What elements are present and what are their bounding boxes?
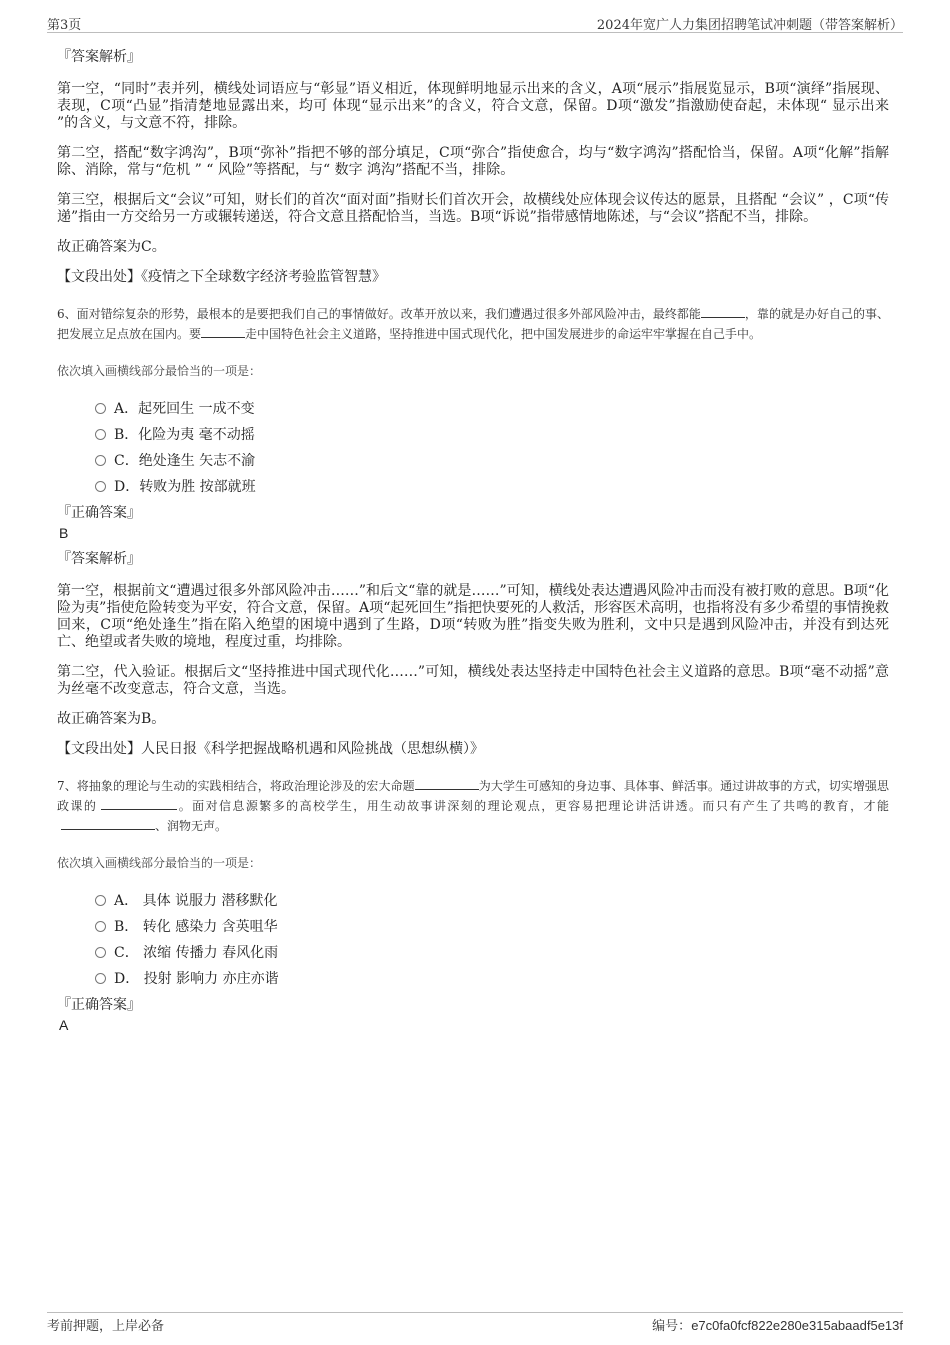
stem-text: 走中国特色社会主义道路，坚持推进中国式现代化，把中国发展进步的命运牢牢掌握在自己手中。 — [245, 327, 762, 341]
question-7 — [57, 776, 889, 1034]
document-code — [652, 1315, 903, 1334]
analysis-paragraph: 第一空，根据前文“遭遇过很多外部风险冲击……”和后文“靠的就是……”可知，横线处表达遭遇风险冲击而没有被打败的意思。B项“化险为夷”指使危险转变为平安，符合文意，保留。A项“起死回生”指把快要死的人救活，形容医术高明，也指将没有多少希望的事情挽救回来，C项“绝处逢生”指在陷入绝望的困境中遇到了生路，D项“转败为胜”指变失败为胜利，文中只是遇到风险冲击，并没有到达死亡、绝望或者失败的境地，程度过重，均排除。 — [57, 583, 889, 650]
q5-analysis — [57, 46, 889, 286]
option-letter: C． — [114, 453, 139, 469]
analysis-paragraph: 第三空，根据后文“会议”可知，财长们的首次“面对面”指财长们首次开会，故横线处应体现会议传达的愿景，且搭配 “会议” ，C项“传递”指由一方交给另一方或辗转递送，符合文意且搭配恰当，当选。B项“诉说”指带感情地陈述，与“会议”搭配不当，排除。 — [57, 192, 889, 225]
answer-label: 『正确答案』 — [57, 997, 141, 1013]
stem-text: 7、将抽象的理论与生动的实践相结合，将政治理论涉及的宏大命题 — [57, 779, 415, 793]
fill-blank — [101, 797, 177, 810]
option-d[interactable] — [95, 474, 889, 500]
option-b[interactable] — [95, 914, 889, 940]
option-a[interactable] — [95, 396, 889, 422]
fill-blank — [61, 817, 155, 830]
stem-text: 、润物无声。 — [155, 819, 228, 833]
analysis-conclusion: 故正确答案为C。 — [57, 239, 166, 255]
option-text: 浓缩 传播力 春风化雨 — [143, 945, 279, 961]
radio-button[interactable] — [95, 895, 106, 906]
option-text: 化险为夷 毫不动摇 — [138, 427, 255, 443]
analysis-conclusion: 故正确答案为B。 — [57, 711, 166, 727]
fill-blank — [701, 305, 745, 318]
option-text: 投射 影响力 亦庄亦谐 — [143, 971, 279, 987]
option-text: 转化 感染力 含英咀华 — [142, 919, 278, 935]
stem-text: ，靠的就是办好自己的事、把发展立足点放在国内。要 — [57, 307, 889, 341]
question-prompt: 依次填入画横线部分最恰当的一项是： — [57, 856, 262, 870]
analysis-label: 『答案解析』 — [57, 49, 141, 65]
fill-blank — [201, 325, 245, 338]
question-6 — [57, 304, 889, 758]
code-label: 编号： — [652, 1318, 692, 1333]
radio-button[interactable] — [95, 429, 106, 440]
option-letter: D． — [114, 479, 140, 495]
option-text: 转败为胜 按部就班 — [139, 479, 256, 495]
page-content — [57, 40, 889, 1040]
radio-button[interactable] — [95, 921, 106, 932]
correct-answer: A — [59, 1017, 69, 1033]
source-citation: 【文段出处】人民日报《科学把握战略机遇和风险挑战（思想纵横）》 — [57, 741, 484, 757]
option-letter: B． — [114, 427, 139, 443]
radio-button[interactable] — [95, 455, 106, 466]
option-b[interactable] — [95, 422, 889, 448]
analysis-label: 『答案解析』 — [57, 551, 141, 567]
page-number: 第3页 — [47, 18, 82, 33]
question-prompt: 依次填入画横线部分最恰当的一项是： — [57, 364, 262, 378]
option-text: 起死回生 一成不变 — [138, 401, 255, 417]
radio-button[interactable] — [95, 403, 106, 414]
analysis-paragraph: 第二空，搭配“数字鸿沟”，B项“弥补”指把不够的部分填足，C项“弥合”指使愈合，均与“数字鸿沟”搭配恰当，保留。A项“化解”指解除、消除，常与“危机 ” “ 风险”等搭配，与“ 数字 鸿沟”搭配不当，排除。 — [57, 145, 889, 178]
option-a[interactable] — [95, 888, 889, 914]
option-letter: D． — [114, 971, 140, 987]
correct-answer: B — [59, 525, 69, 541]
radio-button[interactable] — [95, 947, 106, 958]
option-letter: C． — [114, 945, 139, 961]
source-citation: 【文段出处】《疫情之下全球数字经济考验监管智慧》 — [57, 269, 386, 285]
option-c[interactable] — [95, 940, 889, 966]
stem-text: 6、面对错综复杂的形势，最根本的是要把我们自己的事情做好。改革开放以来，我们遭遇过很多外部风险冲击，最终都能 — [57, 307, 701, 321]
option-letter: A． — [114, 893, 139, 909]
radio-button[interactable] — [95, 481, 106, 492]
document-title: 2024年宽广人力集团招聘笔试冲刺题（带答案解析） — [596, 18, 903, 33]
option-text: 绝处逢生 矢志不渝 — [138, 453, 256, 469]
analysis-paragraph: 第一空，“同时”表并列，横线处词语应与“彰显”语义相近，体现鲜明地显示出来的含义，A项“展示”指展览显示，B项“演绎”指展现、表现，C项“凸显”指清楚地显露出来，均可 体现“显示出来”的含义，符合文意，保留。D项“激发”指激励使奋起，未体现“ 显示出来 ”的含义，与文意不符，排除。 — [57, 81, 889, 131]
question-stem — [57, 304, 889, 344]
page-footer — [47, 1312, 903, 1335]
question-stem — [57, 776, 889, 836]
analysis-paragraph: 第二空，代入验证。根据后文“坚持推进中国式现代化……”可知，横线处表达坚持走中国特色社会主义道路的意思。B项“毫不动摇”意为丝毫不改变意志，符合文意，当选。 — [57, 664, 889, 697]
option-c[interactable] — [95, 448, 889, 474]
stem-text: 为大学生可感知的身边事、具体事、鲜活事。通过讲故事的方式，切实增强思政课的 — [57, 779, 889, 813]
option-list — [95, 888, 889, 992]
option-letter: A． — [114, 401, 139, 417]
answer-label: 『正确答案』 — [57, 505, 141, 521]
stem-text: 。面对信息源繁多的高校学生，用生动故事讲深刻的理论观点，更容易把理论讲活讲透。而只有产生了共鸣的教育，才能 — [177, 799, 889, 813]
fill-blank — [415, 777, 479, 790]
option-letter: B． — [114, 919, 139, 935]
option-list — [95, 396, 889, 500]
page-header — [47, 12, 903, 33]
code-value: e7c0fa0fcf822e280e315abaadf5e13f — [691, 1318, 903, 1333]
radio-button[interactable] — [95, 973, 106, 984]
option-text: 具体 说服力 潜移默化 — [142, 893, 278, 909]
option-d[interactable] — [95, 966, 889, 992]
footer-slogan: 考前押题，上岸必备 — [47, 1319, 165, 1334]
